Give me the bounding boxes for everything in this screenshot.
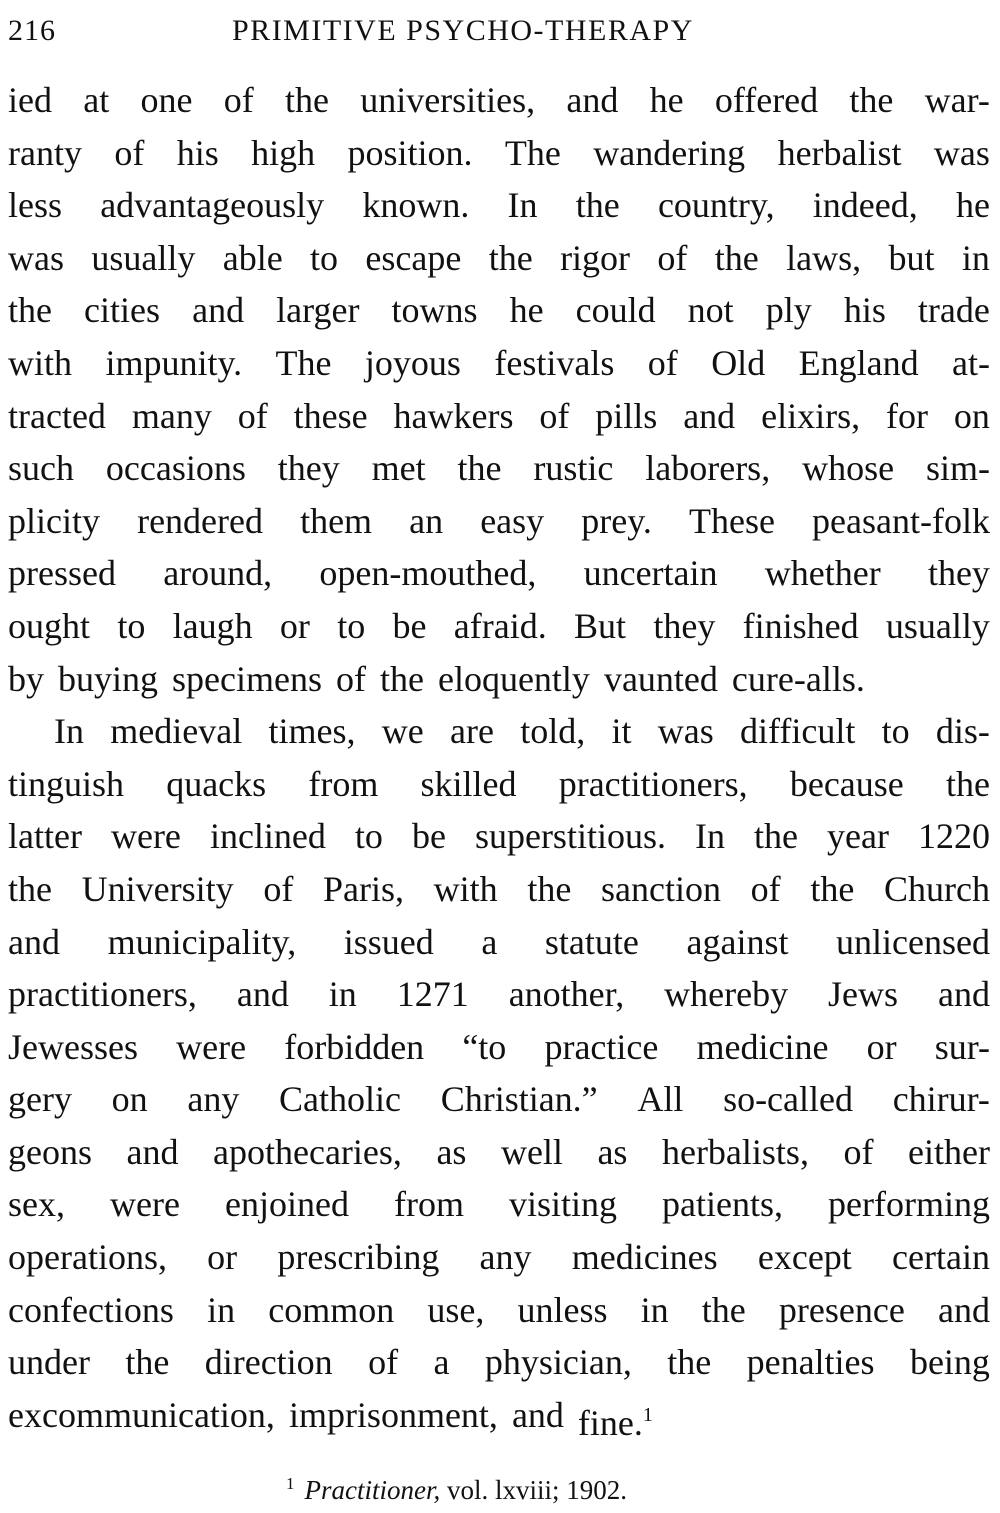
text-line: was usually able to escape the rigor of the laws, but in <box>8 237 990 278</box>
text-line: such occasions they met the rustic laborers, whose sim- <box>8 448 990 489</box>
footnote-details: vol. lxviii; 1902. <box>447 1475 628 1505</box>
text-line: the University of Paris, with the sanction of the Church <box>8 868 990 909</box>
running-title: PRIMITIVE PSYCHO-THERAPY <box>232 14 694 47</box>
text-line: tinguish quacks from skilled practitioners, because the <box>8 763 990 804</box>
text-line: latter were inclined to be superstitious. In the year 1220 <box>8 816 990 857</box>
text-line: ought to laugh or to be afraid. But they finished usually <box>8 605 990 646</box>
text-line: with impunity. The joyous festivals of Old England at- <box>8 342 990 383</box>
text-line: plicity rendered them an easy prey. These peasant-folk <box>8 500 990 541</box>
text-line: geons and apothecaries, as well as herbalists, of either <box>8 1131 990 1172</box>
text-line: In medieval times, we are told, it was difficult to dis- <box>54 711 990 752</box>
text-line: confections in common use, unless in the presence and <box>8 1289 990 1330</box>
text-line: excommunication, imprisonment, and fine.$^1$ <box>8 1394 653 1443</box>
text-line: less advantageously known. In the country, indeed, he <box>8 185 990 226</box>
page-number: 216 <box>8 14 56 47</box>
text-line: and municipality, issued a statute against unlicensed <box>8 921 990 962</box>
text-line: under the direction of a physician, the penalties being <box>8 1342 990 1383</box>
footnote-reference[interactable]: 1 <box>642 1403 653 1426</box>
text-line: sex, were enjoined from visiting patients, performing <box>8 1184 990 1225</box>
body-text <box>8 74 990 1441</box>
footnote <box>286 1474 627 1506</box>
footnote-marker: 1 <box>286 1474 295 1493</box>
text-line: ied at one of the universities, and he offered the war- <box>8 80 990 120</box>
text-line: gery on any Catholic Christian.” All so-called chirur- <box>8 1079 990 1120</box>
text-line: Jewesses were forbidden “to practice medicine or sur- <box>8 1026 990 1067</box>
running-head <box>6 14 994 54</box>
text-line: the cities and larger towns he could not ply his trade <box>8 290 990 331</box>
text-line: tracted many of these hawkers of pills and elixirs, for on <box>8 395 990 436</box>
footnote-source-title: Practitioner, <box>304 1475 441 1505</box>
text-line: pressed around, open-mouthed, uncertain whether they <box>8 553 990 594</box>
text-line: practitioners, and in 1271 another, whereby Jews and <box>8 974 990 1015</box>
text-line: ranty of his high position. The wandering herbalist was <box>8 132 990 173</box>
text-line: operations, or prescribing any medicines except certain <box>8 1237 990 1278</box>
text-line: by buying specimens of the eloquently vaunted cure-alls. <box>8 658 865 699</box>
